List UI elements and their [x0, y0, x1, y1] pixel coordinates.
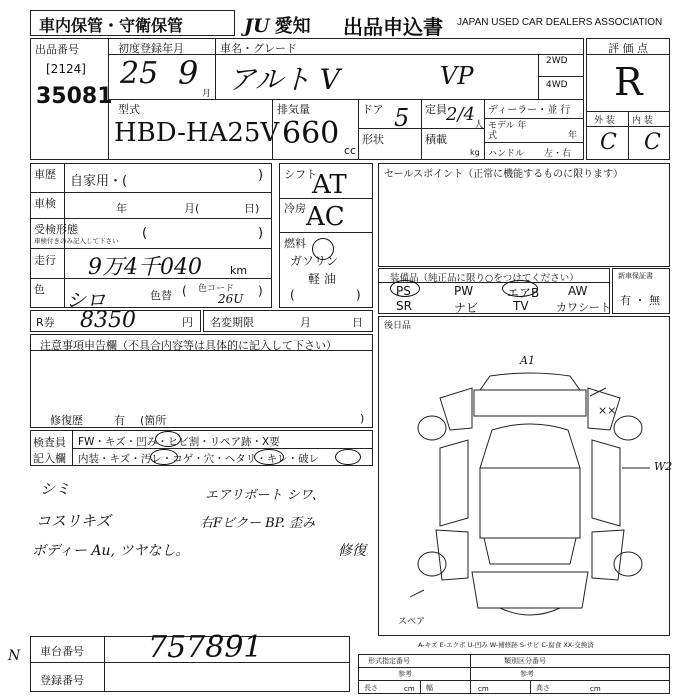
equipment-label: 装備品（純正品に限り○をつけてください）	[390, 273, 579, 284]
equipment-airbag: エアB	[507, 286, 540, 300]
model-value: HBD-HA25V	[114, 118, 280, 148]
inspector-row-1: FW・キズ・凹み・ヒビ割・リペア跡・X要	[78, 436, 280, 448]
doors-label: ドア	[362, 103, 384, 116]
history-close: )	[258, 168, 264, 183]
equipment-airbag-circle	[502, 280, 538, 297]
legend-text: A-キズ E-エクボ U-凹み W-補修跡 S-サビ C-腐食 XX-交換済	[418, 641, 594, 649]
reception-close: )	[258, 226, 264, 241]
width-unit: cm	[478, 685, 489, 693]
interior-value: C	[644, 130, 661, 155]
color-open: (	[182, 284, 187, 298]
inspection-day: 日)	[244, 202, 260, 215]
hand-note-3: ボディー Au, ツヤなし。	[32, 543, 190, 559]
handle-options: 左・右	[544, 149, 572, 159]
cooling-value: AC	[306, 202, 345, 232]
recycle-label: R券	[36, 316, 55, 329]
storage-label-box	[30, 10, 235, 36]
equipment-pw: PW	[454, 284, 474, 298]
height-unit: cm	[590, 685, 601, 693]
hand-note-2: コスリキズ	[36, 512, 111, 530]
inspector-sag-circle	[254, 449, 284, 465]
warranty-label: 新車保証書	[618, 272, 653, 280]
exterior-value: C	[600, 130, 617, 155]
lot-number: 35081	[36, 84, 113, 109]
inspector-row-2: 内装・キズ・汚レ・コゲ・穴・ヘタリ・キレ・破レ	[78, 453, 320, 465]
registration-month-unit: 月	[202, 89, 212, 99]
doors-value: 5	[394, 104, 410, 132]
load-unit: kg	[470, 148, 480, 157]
recycle-value: 8350	[80, 308, 136, 333]
mileage-value: 9万4千040	[88, 255, 202, 280]
form-title: 出品申込書	[343, 15, 443, 39]
inspector-label-1: 検査員	[33, 436, 66, 449]
inspection-label: 車検	[34, 197, 56, 210]
storage-label: 車内保管・守衛保管	[39, 16, 184, 35]
warranty-value: 有 ・ 無	[620, 294, 660, 307]
name-change-month: 月	[300, 316, 311, 329]
chassis-value: 757891	[148, 630, 263, 665]
load-label: 積載	[425, 133, 447, 146]
length-label: 長さ	[364, 684, 378, 692]
repair-close: )	[360, 412, 365, 425]
inspector-label-2: 記入欄	[33, 452, 66, 465]
lot-number-label: 出品番号	[35, 43, 79, 56]
registration-label: 初度登録年月	[118, 42, 184, 55]
color-code-label: 色コード	[198, 284, 235, 294]
name-change-label: 名変期限	[210, 316, 254, 329]
interior-label: 内 装	[632, 116, 653, 126]
equipment-aw: AW	[568, 284, 588, 298]
reception-note: 車検付きのみ記入して下さい	[34, 237, 119, 245]
equipment-sr: SR	[396, 299, 412, 313]
hand-note-5: 右Fビクー BP. 歪み	[200, 516, 316, 531]
shape-label: 形状	[362, 133, 384, 146]
handle-label: ハンドル	[488, 149, 525, 159]
cooling-label: 冷房	[284, 202, 306, 215]
chassis-left-mark: N	[8, 648, 21, 664]
car-diagram	[410, 368, 650, 628]
diagram-top-mark: A1	[520, 354, 535, 367]
equipment-seat: カワシート	[556, 301, 611, 314]
fuel-close: )	[356, 288, 361, 302]
class-number-label: 類別区分番号	[504, 657, 546, 665]
association-name: JAPAN USED CAR DEALERS ASSOCIATION	[457, 17, 663, 28]
shift-value: AT	[312, 170, 347, 200]
ref-1: 参考	[398, 670, 412, 678]
repair-value: 有	[114, 414, 125, 427]
repair-place: (箇所	[140, 414, 167, 427]
inspector-dent-circle	[155, 431, 181, 447]
reception-label: 受検形態	[34, 223, 78, 236]
name-change-day: 日	[352, 316, 363, 329]
exterior-label: 外 装	[594, 116, 615, 126]
fuel-open: (	[290, 288, 295, 302]
history-label: 車歴	[34, 168, 56, 181]
width-label: 幅	[426, 684, 433, 692]
capacity-value: 2/4	[446, 104, 475, 125]
rating-value: R	[614, 60, 643, 104]
rating-label: 評 価 点	[608, 42, 648, 55]
equipment-ps: PS	[396, 284, 411, 298]
hand-note-1: シミ	[40, 480, 71, 498]
displacement-unit: cc	[344, 144, 357, 157]
color-code-value: 26U	[218, 292, 244, 306]
type-number-label: 形式指定番号	[368, 657, 410, 665]
spare-label: スペア	[398, 617, 426, 627]
repaint-label: 色替	[150, 289, 172, 302]
capacity-unit: 人	[474, 120, 484, 131]
equipment-ps-circle	[390, 280, 420, 297]
fuel-gasoline: ガソリン	[290, 254, 339, 268]
inspector-dirt-circle	[150, 449, 178, 465]
drive-4wd: 4WD	[546, 80, 568, 90]
inspection-month: 月(	[184, 202, 200, 215]
history-value: 自家用・(	[70, 174, 128, 189]
sales-point-label: セールスポイント（正常に機能するものに限ります）	[384, 169, 624, 180]
brand-name: 愛知	[274, 16, 311, 37]
registration-number-label: 登録番号	[40, 674, 84, 687]
color-label: 色	[34, 283, 45, 296]
color-close: )	[258, 284, 263, 298]
logo-mark: JU	[244, 15, 270, 37]
height-label: 高さ	[536, 684, 550, 692]
repair-label: 修復歴	[50, 414, 83, 427]
color-value: シロ	[66, 288, 106, 312]
fuel-gasoline-circle	[312, 238, 334, 260]
mileage-label: 走行	[34, 254, 56, 267]
car-name-label: 車名・グレード	[220, 42, 297, 55]
fuel-light-oil: 軽 油	[308, 272, 336, 286]
diagram-right-mark: W2	[654, 460, 673, 473]
ju-logo	[244, 12, 311, 38]
length-unit: cm	[404, 685, 415, 693]
car-name-value: アルト V	[228, 63, 341, 96]
year-unit: 年	[568, 131, 578, 141]
fuel-label: 燃料	[284, 237, 306, 250]
inspector-tear-circle	[335, 449, 361, 465]
chassis-label: 車台番号	[40, 645, 84, 658]
model-year-label: モデル 年式	[488, 121, 527, 141]
hand-note-4: エアリボート シワ、	[205, 488, 325, 503]
registration-month: 9	[178, 54, 199, 92]
recycle-unit: 円	[182, 316, 193, 329]
drive-2wd: 2WD	[546, 56, 568, 66]
shift-label: シフト	[284, 168, 317, 181]
inspection-year: 年	[116, 202, 127, 215]
displacement-value: 660	[282, 116, 340, 151]
equipment-tv: TV	[513, 299, 529, 313]
diagram-side-mark: ××	[598, 404, 617, 417]
mileage-unit: km	[230, 264, 248, 277]
registration-year: 25	[120, 56, 159, 91]
lot-bracket-number: [2124]	[46, 62, 86, 76]
displacement-label: 排気量	[277, 103, 310, 116]
capacity-label: 定員	[425, 103, 447, 116]
car-grade-note: VP	[440, 62, 474, 90]
equipment-navi: ナビ	[454, 301, 479, 315]
dealer-label: ディーラー・並 行	[488, 105, 571, 116]
hand-note-6: 修復	[338, 543, 366, 559]
model-label: 型式	[118, 103, 140, 116]
reception-open: (	[142, 226, 148, 241]
notes-label: 注意事項申告欄（不具合内容等は具体的に記入して下さい）	[40, 339, 337, 352]
rear-items-label: 後日品	[384, 321, 412, 331]
ref-2: 参考	[520, 670, 534, 678]
